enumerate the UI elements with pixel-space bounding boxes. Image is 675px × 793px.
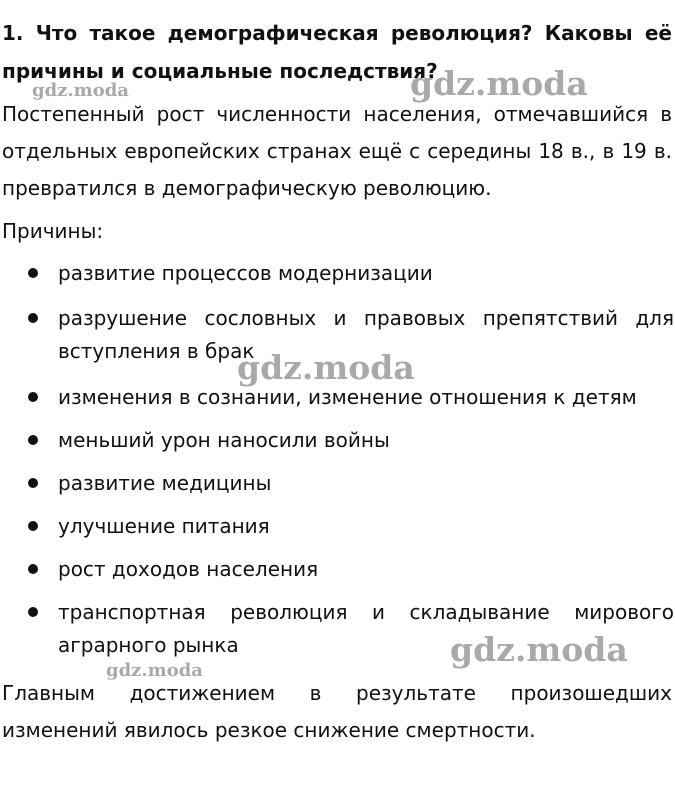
bullet-icon [28, 435, 38, 445]
cause-text: меньший урон наносили войны [58, 428, 390, 452]
bullet-icon [28, 313, 38, 323]
cause-text: развитие медицины [58, 471, 272, 495]
watermark: gdz.moda [237, 348, 415, 387]
cause-item [28, 257, 674, 290]
question-title: 1. Что такое демографическая революция? Каковы её причины и социальные последствия? [2, 21, 672, 83]
watermark: gdz.moda [410, 64, 588, 103]
cause-item [28, 302, 674, 368]
watermark: gdz.moda [450, 630, 628, 669]
bullet-icon [28, 564, 38, 574]
cause-text: разрушение сословных и правовых препятствий для вступления в брак [58, 306, 674, 363]
watermark: gdz.moda [106, 660, 203, 681]
cause-text: развитие процессов модернизации [58, 261, 433, 285]
cause-text: изменения в сознании, изменение отношения к детям [58, 385, 637, 409]
cause-item [28, 467, 674, 500]
cause-text: рост доходов населения [58, 557, 319, 581]
cause-item [28, 510, 674, 543]
causes-heading: Причины: [2, 219, 104, 243]
bullet-icon [28, 268, 38, 278]
cause-item [28, 424, 674, 457]
cause-item [28, 596, 674, 662]
cause-text: транспортная революция и складывание мирового аграрного рынка [58, 600, 674, 657]
bullet-icon [28, 607, 38, 617]
cause-item [28, 553, 674, 586]
bullet-icon [28, 521, 38, 531]
bullet-icon [28, 392, 38, 402]
cause-text: улучшение питания [58, 514, 270, 538]
result-paragraph: Главным достижением в результате произошедших изменений явилось резкое снижение смертности. [2, 681, 672, 742]
watermark: gdz.moda [32, 80, 129, 101]
bullet-icon [28, 478, 38, 488]
intro-paragraph: Постепенный рост численности населения, отмечавшийся в отдельных европейских странах ещё с середины 18 в., в 19 в. превратился в демографическую революцию. [2, 102, 672, 200]
cause-item [28, 381, 674, 414]
